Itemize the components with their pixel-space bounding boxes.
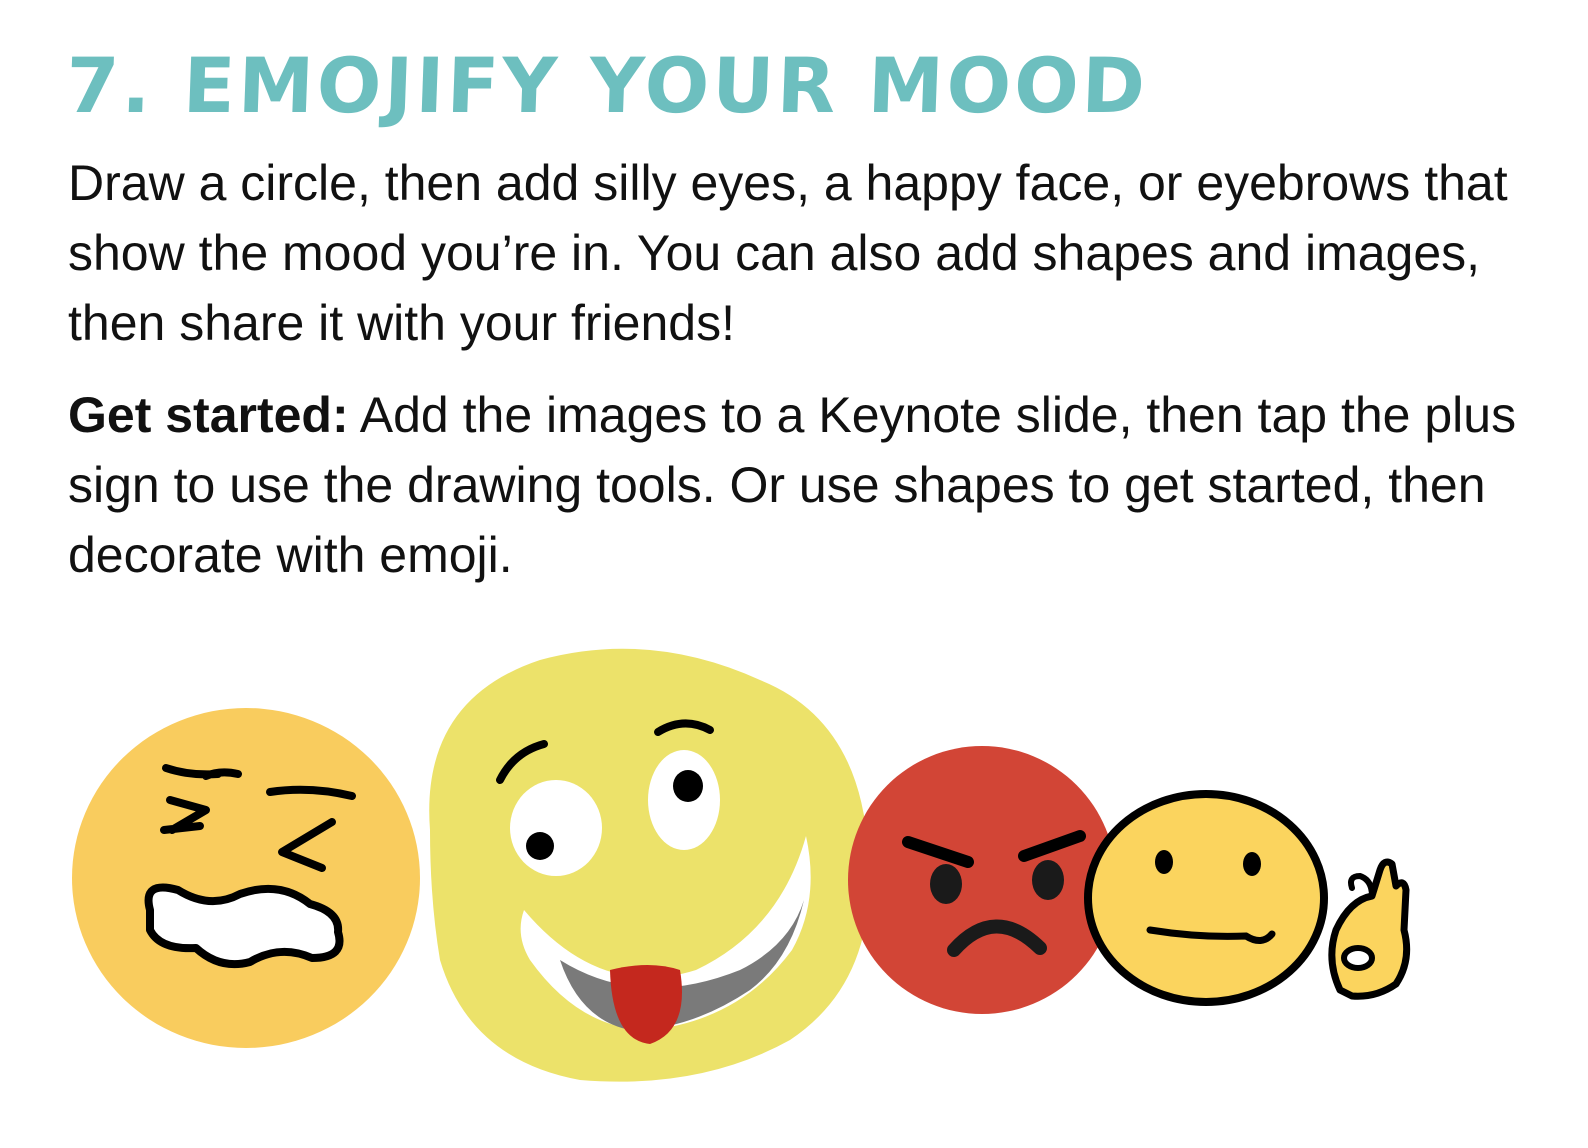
intro-paragraph: Draw a circle, then add silly eyes, a happy face, or eyebrows that show the mood you’re in. You can also add shapes and images, then share it with your friends! [68,155,1508,351]
ok-hand-icon [1332,862,1407,996]
angry-face-icon [848,746,1116,1014]
confused-face-icon [1088,794,1324,1002]
silly-face-icon [429,649,869,1082]
page-title: 7. EMOJIFY YOUR MOOD [64,41,1150,130]
get-started-label: Get started: [68,387,349,443]
emoji-illustration [0,630,1588,1130]
get-started-paragraph [68,380,1538,590]
get-started-text: Add the images to a Keynote slide, then tap the plus sign to use the drawing tools. Or use shapes to get started, then decorate with emoji. [68,387,1517,583]
squinting-face-icon [72,708,420,1048]
